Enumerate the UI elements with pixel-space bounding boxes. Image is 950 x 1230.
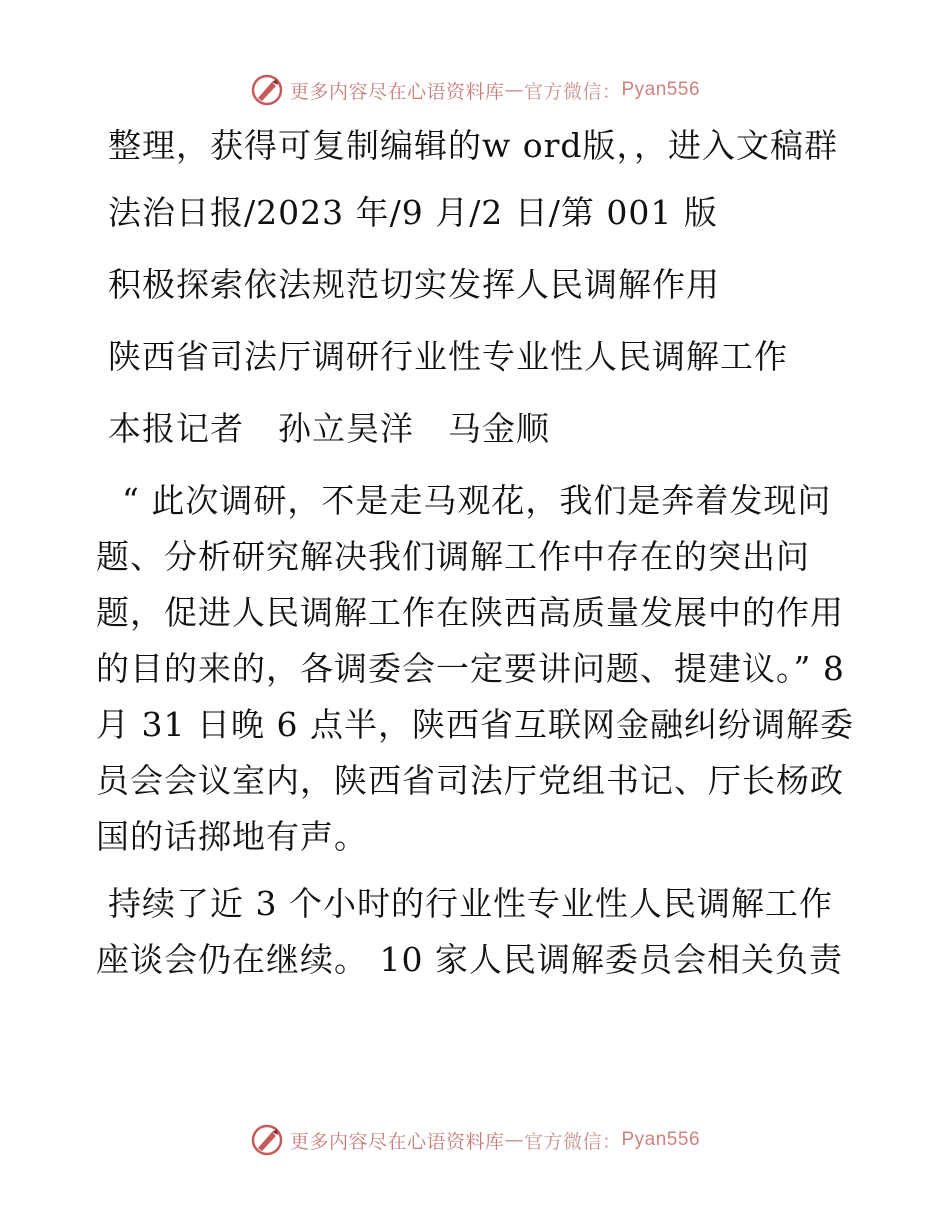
paragraph-1: “ 此次调研，不是走马观花，我们是奔着发现问题、分析研究解决我们调解工作中存在的突出问题，促进人民调解工作在陕西高质量发展中的作用的目的来的，各调委会一定要讲问题、提建议。” 8 月 31 日晚 6 点半，陕西省互联网金融纠纷调解委员会会议室内，陕西省司法厅党组书记、厅长杨政国的话掷地有声。 — [96, 481, 854, 856]
headline: 积极探索依法规范切实发挥人民调解作用 — [108, 265, 720, 304]
byline: 本报记者 孙立昊洋 马金顺 — [108, 409, 550, 448]
document-body — [96, 118, 856, 999]
source-line: 法治日报/2023 年/9 月/2 日/第 001 版 — [108, 193, 718, 232]
subheadline: 陕西省司法厅调研行业性专业性人民调解工作 — [108, 337, 788, 376]
watermark-banner-top — [0, 70, 950, 110]
watermark-wechat-id: Pyan556 — [621, 79, 701, 100]
watermark-wechat-label: 官方微信： — [523, 80, 622, 103]
watermark-separator: — — [504, 79, 524, 101]
pen-leaf-logo-icon — [250, 73, 284, 107]
watermark-separator: — — [504, 1129, 524, 1151]
intro-line: 整理，获得可复制编辑的w ord版，，进入文稿群 — [108, 126, 839, 165]
watermark-text: 更多内容尽在心语资料库 — [289, 1130, 505, 1153]
paragraph-2: 持续了近 3 个小时的行业性专业性人民调解工作座谈会仍在继续。 10 家人民调解委员会相关负责 — [96, 884, 843, 979]
watermark-text: 更多内容尽在心语资料库 — [289, 80, 505, 103]
watermark-banner-bottom — [0, 1120, 950, 1160]
pen-leaf-logo-icon — [250, 1123, 284, 1157]
watermark-wechat-id: Pyan556 — [621, 1129, 701, 1150]
watermark-wechat-label: 官方微信： — [523, 1130, 622, 1153]
